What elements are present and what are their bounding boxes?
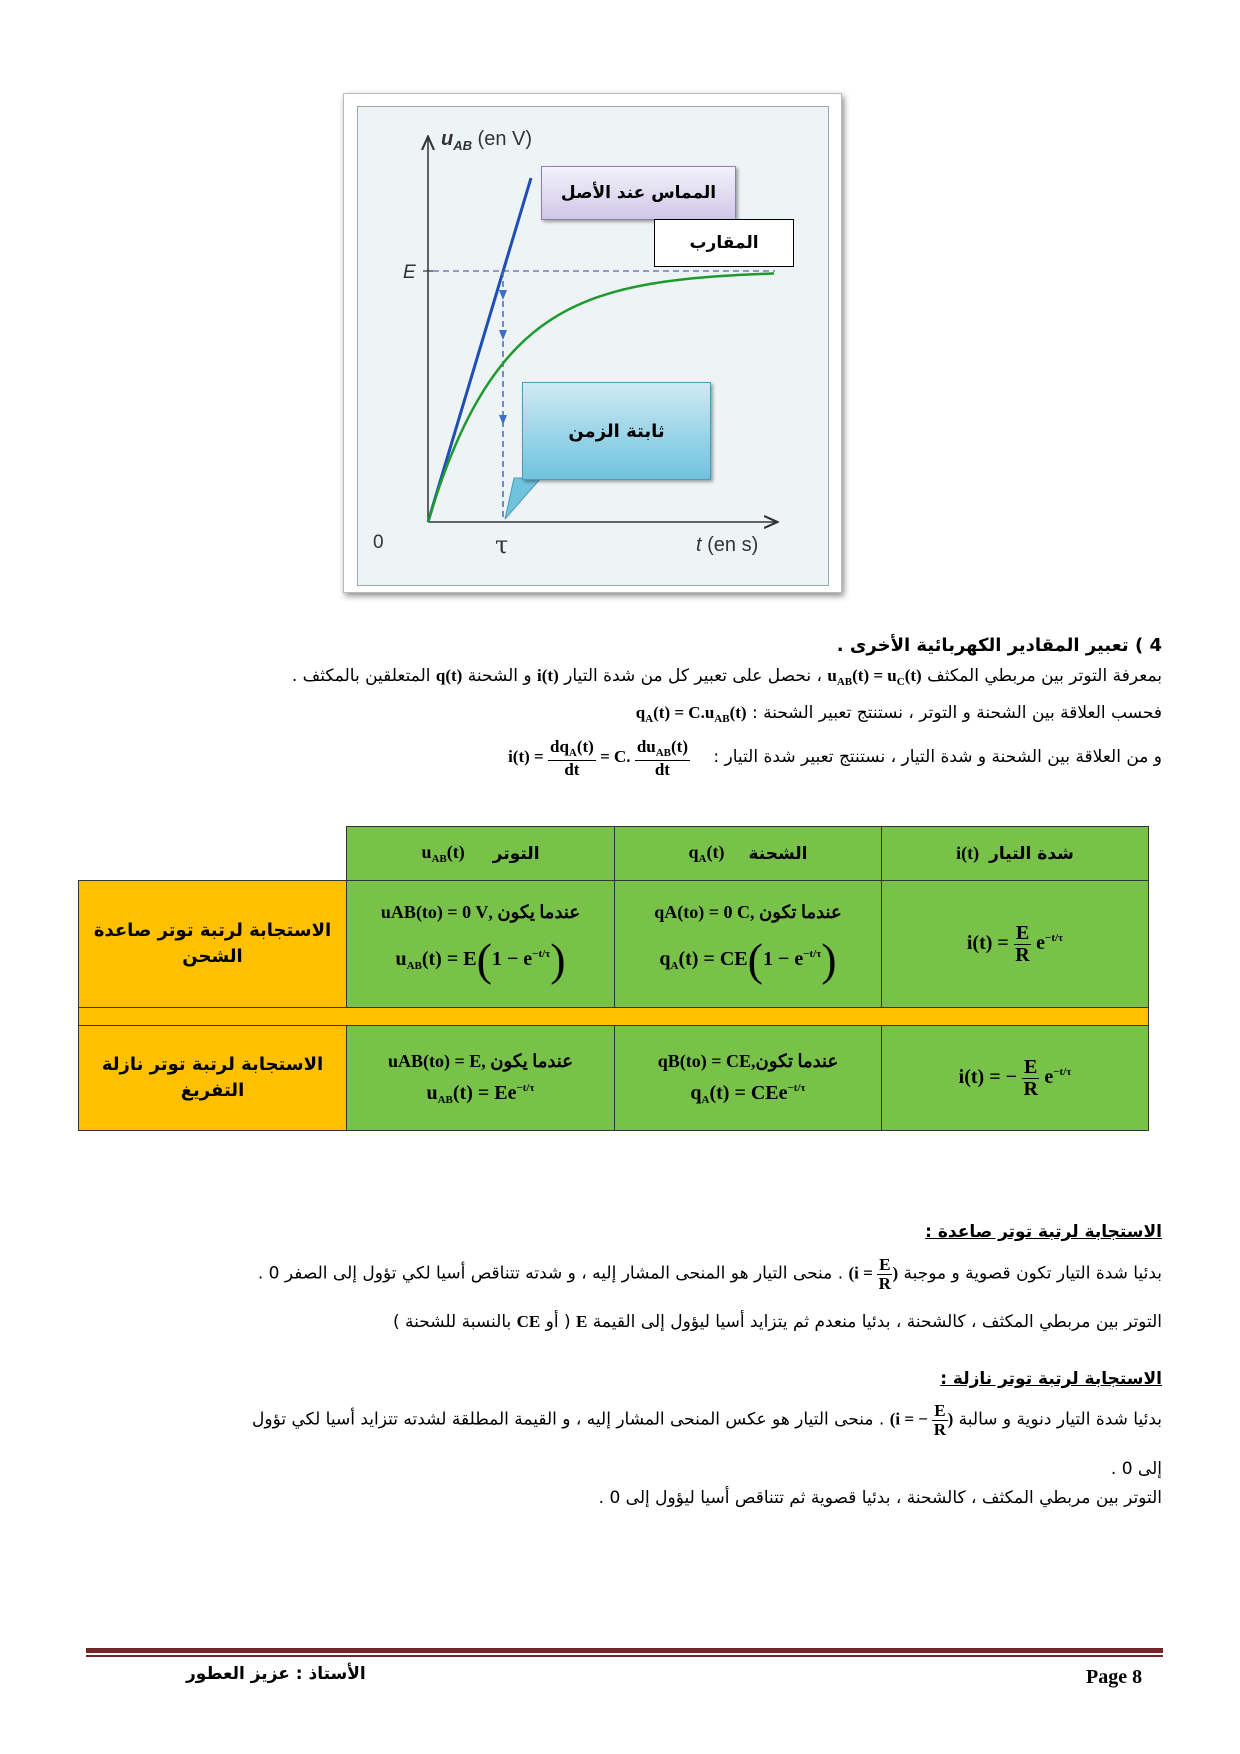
response-table <box>78 826 1149 1131</box>
table-separator-row <box>79 1008 1149 1026</box>
y-axis-label: $u_{AB}$ (en V) <box>441 128 533 153</box>
rising-title: الاستجابة لرتبة توتر صاعدة : <box>925 1222 1162 1242</box>
e-label: E <box>403 262 416 283</box>
rising-line-1: بدئيا شدة التيار تكون قصوية و موجبة (i = $\frac{E}{R}$ ) . منحى التيار هو المنحى المشار إليه ، و شدته تتناقص أسيا لكي تؤول إلى الصفر 0 . <box>257 1255 1162 1293</box>
footer-rule-thin <box>86 1655 1163 1657</box>
section-line-3: و من العلاقة بين الشحنة و شدة التيار ، نستنتج تعبير شدة التيار : i(t) = $\frac{dq_A(t)}{dt}$ = C. $\frac{du_{AB}(t)}{dt}$ <box>508 737 1162 779</box>
table-row-discharge <box>79 1026 1149 1131</box>
table-header-row <box>79 827 1149 881</box>
row-label-charge: الاستجابة لرتبة توتر صاعدة الشحن <box>79 881 347 1008</box>
cell-current-charge: i(t) = $\frac{E}{R}$ $e^{-t/\tau}$ <box>882 881 1149 1008</box>
cell-current-discharge: i(t) = − $\frac{E}{R}$ $e^{-t/\tau}$ <box>882 1026 1149 1131</box>
header-charge: $q_A(t)$ الشحنة <box>615 827 882 881</box>
origin-label: 0 <box>373 532 384 553</box>
row-label-discharge: الاستجابة لرتبة توتر نازلة التفريغ <box>79 1026 347 1131</box>
tau-label: τ <box>495 531 509 559</box>
cell-voltage-discharge: عندما يكون ,uAB(to) = E $u_{AB}(t) = Ee^{-t/\tau}$ <box>347 1026 615 1131</box>
section-line-1: بمعرفة التوتر بين مربطي المكثف $u_{AB}(t) = u_C(t)$ ، نحصل على تعبير كل من شدة التيار i(t) و الشحنة q(t) المتعلقين بالمكثف . <box>291 666 1162 688</box>
callout-asymptote: المقارب <box>654 219 794 267</box>
falling-line-3: التوتر بين مربطي المكثف ، كالشحنة ، بدئيا قصوية ثم تتناقص أسيا ليؤول إلى 0 . <box>598 1488 1162 1508</box>
callout-time-constant: ثابتة الزمن <box>522 382 711 480</box>
footer-rule <box>86 1648 1163 1653</box>
falling-line-2: إلى 0 . <box>1110 1459 1162 1479</box>
section-heading: 4 ) تعبير المقادير الكهربائية الأخرى . <box>836 635 1162 656</box>
cell-voltage-charge: عندما يكون ,uAB(to) = 0 V $u_{AB}(t) = E(1 - e^{-t/\tau})$ <box>347 881 615 1008</box>
falling-line-1: بدئيا شدة التيار دنوية و سالبة (i = − $\frac{E}{R}$ ) . منحى التيار هو عكس المنحى المشار إليه ، و القيمة المطلقة لشدته تتزايد أسيا لكي تؤول <box>252 1401 1162 1439</box>
x-axis-label: t (en s) <box>696 534 759 556</box>
page-number: Page 8 <box>1086 1666 1143 1688</box>
header-voltage: $u_{AB}(t)$ التوتر <box>347 827 615 881</box>
author-name: الأستاذ : عزيز العطور <box>186 1664 366 1684</box>
falling-title: الاستجابة لرتبة توتر نازلة : <box>940 1369 1162 1389</box>
header-current: i(t) شدة التيار <box>882 827 1149 881</box>
cell-charge-charge: عندما تكون ,qA(to) = 0 C $q_A(t) = CE(1 - e^{-t/\tau})$ <box>615 881 882 1008</box>
callout-tangent: المماس عند الأصل <box>541 166 736 220</box>
section-line-2: فحسب العلاقة بين الشحنة و التوتر ، نستنتج تعبير الشحنة : $q_A(t) = C.u_{AB}(t)$ <box>635 703 1162 725</box>
table-row-charge <box>79 881 1149 1008</box>
cell-charge-discharge: عندما تكون,qB(to) = CE $q_A(t) = CEe^{-t/\tau}$ <box>615 1026 882 1131</box>
rising-line-2: التوتر بين مربطي المكثف ، كالشحنة ، بدئيا منعدم ثم يتزايد أسيا ليؤول إلى القيمة E ( أو CE بالنسبة للشحنة ) <box>392 1312 1162 1332</box>
